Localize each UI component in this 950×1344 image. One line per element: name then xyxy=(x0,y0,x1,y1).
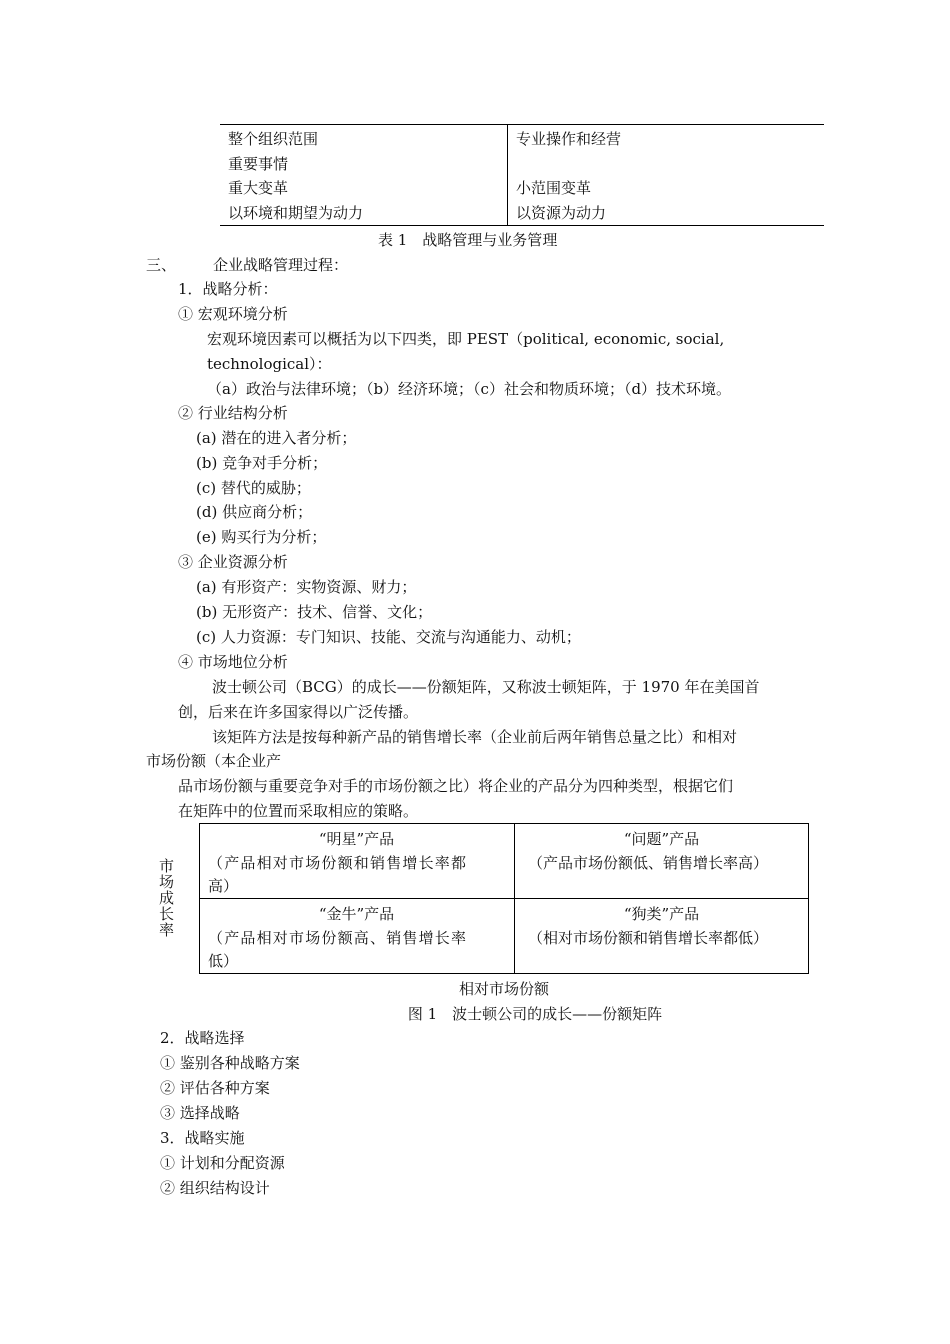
list-item: ① 计划和分配资源 xyxy=(160,1154,285,1172)
table-cell: 重大变革 xyxy=(228,179,289,197)
table-cell: 重要事情 xyxy=(228,155,289,173)
table-cell: 小范围变革 xyxy=(516,179,592,197)
matrix-question-desc: （产品市场份额低、销售增长率高） xyxy=(528,854,769,872)
matrix-question-title: “问题”产品 xyxy=(623,830,700,848)
paragraph-line: 波士顿公司（BCG）的成长——份额矩阵，又称波士顿矩阵，于 1970 年在美国首 xyxy=(212,678,760,696)
matrix-star-title: “明星”产品 xyxy=(318,830,395,848)
paragraph-line: 在矩阵中的位置而采取相应的策略。 xyxy=(178,802,419,820)
section-number: 三、 xyxy=(146,256,177,274)
table-cell: 专业操作和经营 xyxy=(516,130,622,148)
item-heading: ④ 市场地位分析 xyxy=(178,653,288,671)
paragraph-line: 创，后来在许多国家得以广泛传播。 xyxy=(178,703,419,721)
list-item: (c) 人力资源：专门知识、技能、交流与沟通能力、动机； xyxy=(196,628,581,646)
subsection-title: 2．战略选择 xyxy=(160,1029,245,1047)
matrix-cow-desc: （产品相对市场份额高、销售增长率 xyxy=(208,929,468,947)
list-item: ② 评估各种方案 xyxy=(160,1079,270,1097)
paragraph-line: 宏观环境因素可以概括为以下四类，即 PEST（political, economic, social, xyxy=(207,330,725,348)
list-item: (d) 供应商分析； xyxy=(196,503,313,521)
table-caption: 表 1 战略管理与业务管理 xyxy=(378,231,558,249)
list-item: (a) 有形资产：实物资源、财力； xyxy=(196,578,417,596)
paragraph-line: 品市场份额与重要竞争对手的市场份额之比）将企业的产品分为四种类型，根据它们 xyxy=(178,777,734,795)
paragraph-line: （a）政治与法律环境；（b）经济环境；（c）社会和物质环境；（d）技术环境。 xyxy=(207,380,732,398)
list-item: (b) 无形资产：技术、信誉、文化； xyxy=(196,603,433,621)
matrix-star-desc: （产品相对市场份额和销售增长率都 xyxy=(208,854,468,872)
matrix-dog-desc: （相对市场份额和销售增长率都低） xyxy=(528,929,769,947)
list-item: (b) 竞争对手分析； xyxy=(196,454,328,472)
list-item: (c) 替代的威胁； xyxy=(196,479,311,497)
matrix-horizontal-divider xyxy=(199,898,809,899)
matrix-dog-title: “狗类”产品 xyxy=(623,905,700,923)
item-heading: ① 宏观环境分析 xyxy=(178,305,288,323)
matrix-star-desc-cont: 高） xyxy=(208,877,239,895)
section-title: 企业战略管理过程： xyxy=(213,256,349,274)
paragraph-line: 该矩阵方法是按每种新产品的销售增长率（企业前后两年销售总量之比）和相对 xyxy=(212,728,738,746)
list-item: ② 组织结构设计 xyxy=(160,1179,270,1197)
table-cell: 以环境和期望为动力 xyxy=(228,204,364,222)
matrix-cow-title: “金牛”产品 xyxy=(318,905,395,923)
list-item: (e) 购买行为分析； xyxy=(196,528,327,546)
list-item: (a) 潜在的进入者分析； xyxy=(196,429,357,447)
table-column-divider xyxy=(507,124,508,226)
paragraph-line: technological）： xyxy=(207,355,332,373)
matrix-x-axis-label: 相对市场份额 xyxy=(458,980,549,998)
table-cell: 以资源为动力 xyxy=(516,204,607,222)
table-bottom-rule xyxy=(220,225,824,226)
matrix-y-axis-label: 市场成长率 xyxy=(157,858,175,938)
paragraph-line: 市场份额（本企业产 xyxy=(146,752,282,770)
matrix-caption: 图 1 波士顿公司的成长——份额矩阵 xyxy=(407,1005,663,1023)
subsection-title: 3．战略实施 xyxy=(160,1129,245,1147)
table-top-rule xyxy=(220,124,824,125)
list-item: ③ 选择战略 xyxy=(160,1104,240,1122)
table-cell: 整个组织范围 xyxy=(228,130,319,148)
item-heading: ③ 企业资源分析 xyxy=(178,553,288,571)
list-item: ① 鉴别各种战略方案 xyxy=(160,1054,300,1072)
subsection-title: 1．战略分析： xyxy=(178,280,278,298)
item-heading: ② 行业结构分析 xyxy=(178,404,288,422)
matrix-cow-desc-cont: 低） xyxy=(208,952,239,970)
